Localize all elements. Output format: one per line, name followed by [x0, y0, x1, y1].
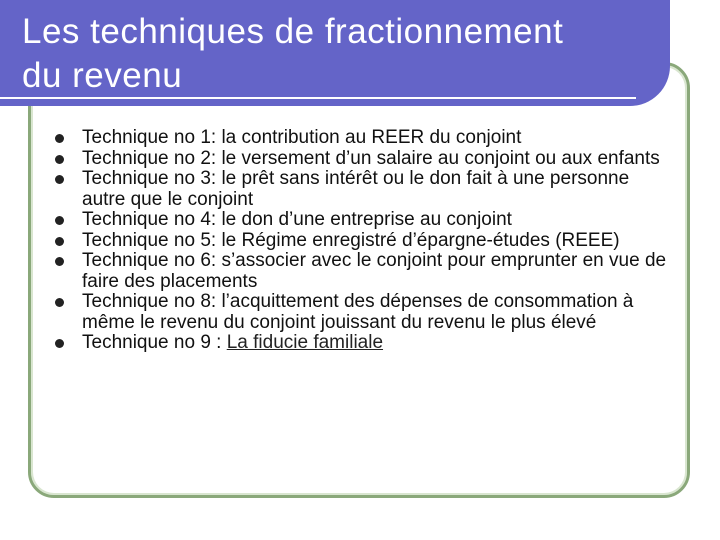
bullet-icon	[55, 134, 64, 143]
bullet-icon	[55, 298, 64, 307]
fiducie-familiale-link[interactable]: La fiducie familiale	[226, 332, 384, 353]
bullet-icon	[55, 216, 64, 225]
bullet-icon	[55, 257, 64, 266]
list-item: Technique no 6: s’associer avec le conjoint pour emprunter en vue de faire des placements	[52, 251, 672, 292]
list-item	[52, 333, 672, 354]
list-item: Technique no 4: le don d’une entreprise au conjoint	[52, 210, 672, 231]
last-bullet-prefix: Technique no 9 :	[82, 332, 227, 353]
list-item: Technique no 3: le prêt sans intérêt ou le don fait à une personne autre que le conjoint	[52, 169, 672, 210]
title-line-2: du revenu	[22, 56, 183, 95]
bullet-icon	[55, 237, 64, 246]
title-banner	[0, 0, 670, 106]
bullet-icon	[55, 155, 64, 164]
title-underline	[0, 97, 636, 99]
slide-title	[22, 10, 662, 98]
list-item: Technique no 5: le Régime enregistré d’épargne-études (REEE)	[52, 231, 672, 252]
list-item: Technique no 2: le versement d’un salaire au conjoint ou aux enfants	[52, 149, 672, 170]
title-line-1: Les techniques de fractionnement	[22, 12, 564, 51]
bullet-icon	[55, 175, 64, 184]
list-item: Technique no 1: la contribution au REER du conjoint	[52, 128, 672, 149]
bullet-icon	[55, 339, 64, 348]
bullet-list	[52, 128, 672, 354]
list-item: Technique no 8: l’acquittement des dépenses de consommation à même le revenu du conjoint jouissant du revenu le plus élevé	[52, 292, 672, 333]
